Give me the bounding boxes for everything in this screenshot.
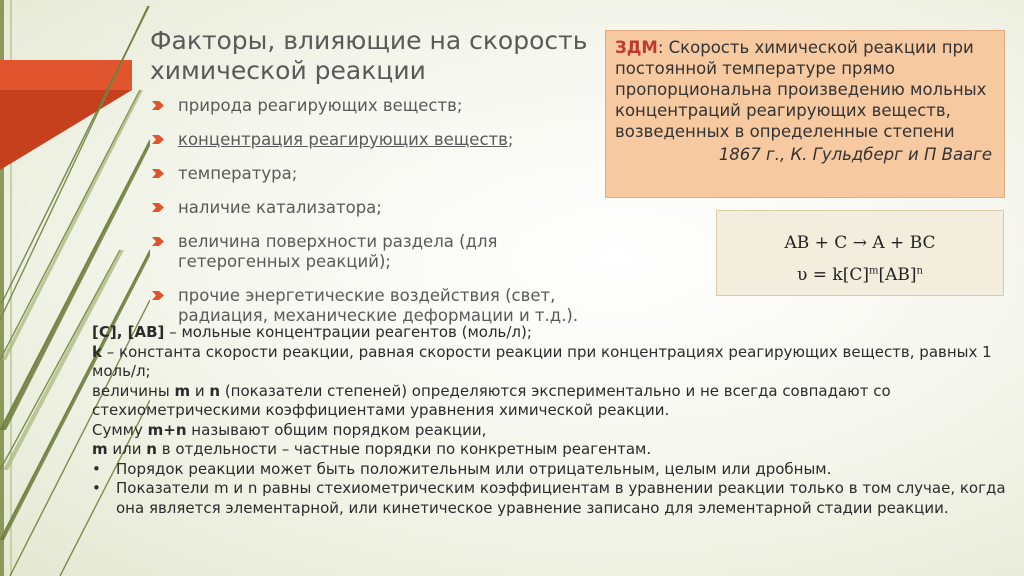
note-total-order <box>92 421 1012 441</box>
list-item <box>152 96 602 116</box>
list-item <box>152 130 602 150</box>
arrow-bullet-icon <box>152 101 164 110</box>
exponent-m: m <box>868 265 879 277</box>
factor-text: концентрация реагирующих веществ <box>178 130 508 149</box>
slide-title: Факторы, влияющие на скорость химической реакции <box>150 26 588 85</box>
note-exponents <box>92 382 1012 421</box>
note-text: Показатели m и n равны стехиометрическим коэффициентам в уравнении реакции только в том случае, когда она является элементарной, или кинетическое уравнение записано для элементарной стадии реакции. <box>116 479 1006 517</box>
note-text: в отдельности – частные порядки по конкретным реагентам. <box>156 440 652 458</box>
list-item <box>152 164 602 184</box>
note-bold: [C], [AB] <box>92 323 165 341</box>
factors-list <box>152 96 602 326</box>
reaction-equation: AB + C → A + BC <box>784 233 936 253</box>
note-bold: n <box>146 440 157 458</box>
rate-law-mid: [AB] <box>878 265 917 285</box>
note-text: – константа скорости реакции, равная скорости реакции при концентрациях реагирующих веществ, равных 1 моль/л; <box>92 342 992 380</box>
rate-law <box>717 265 1003 285</box>
arrow-bullet-icon <box>152 291 164 300</box>
note-bold: n <box>209 381 221 400</box>
factor-text: температура; <box>178 164 298 183</box>
list-item <box>92 460 1012 480</box>
notes-bullets <box>92 460 1012 519</box>
zdm-text: : Скорость химической реакции при постоянной температуре прямо пропорциональна произведению мольных концентраций реагирующих веществ, возведенных в определенные степени <box>615 38 987 141</box>
factor-text: прочие энергетические воздействия (свет, радиация, механические деформации и т.д.). <box>178 286 579 325</box>
factor-text: природа реагирующих веществ; <box>178 96 463 115</box>
arrow-bullet-icon <box>152 203 164 212</box>
zdm-author: 1867 г., К. Гульдберг и П Вааге <box>718 145 992 164</box>
note-text: (показатели степеней) определяются экспериментально и не всегда совпадают со стехиометрическими коэффициентами уравнения химической реакции. <box>92 381 891 419</box>
note-partial-orders <box>92 440 1012 460</box>
note-bold: k <box>92 342 102 361</box>
arrow-bullet-icon <box>152 169 164 178</box>
exponent-n: n <box>916 265 923 277</box>
explanation-notes <box>92 323 1012 518</box>
factor-text: наличие катализатора; <box>178 198 382 217</box>
note-bold: m <box>174 381 191 400</box>
zdm-label: ЗДМ <box>615 38 658 57</box>
note-concentrations <box>92 323 1012 343</box>
note-bold: m <box>92 440 108 458</box>
factor-suffix: ; <box>507 130 514 149</box>
list-item <box>152 198 602 218</box>
list-item <box>152 286 602 326</box>
list-item <box>92 479 1012 518</box>
note-text: и <box>190 381 210 400</box>
arrow-bullet-icon <box>152 135 164 144</box>
note-text: Порядок реакции может быть положительным или отрицательным, целым или дробным. <box>116 459 832 478</box>
note-text: или <box>107 440 147 458</box>
rate-equation-box <box>716 210 1004 296</box>
note-text: называют общим порядком реакции, <box>186 420 487 439</box>
bullet-dot-icon: • <box>92 459 101 478</box>
mass-action-law-box <box>605 30 1005 198</box>
list-item <box>152 232 602 272</box>
rate-law-prefix: υ = k[C] <box>797 265 869 285</box>
note-rate-constant <box>92 343 1012 382</box>
factor-text: величина поверхности раздела (для гетерогенных реакций); <box>178 232 498 271</box>
bullet-dot-icon: • <box>92 479 101 497</box>
note-bold: m+n <box>147 420 187 439</box>
arrow-bullet-icon <box>152 237 164 246</box>
note-text: Сумму <box>92 420 148 439</box>
note-text: величины <box>92 381 175 400</box>
note-text: – мольные концентрации реагентов (моль/л); <box>164 323 532 341</box>
